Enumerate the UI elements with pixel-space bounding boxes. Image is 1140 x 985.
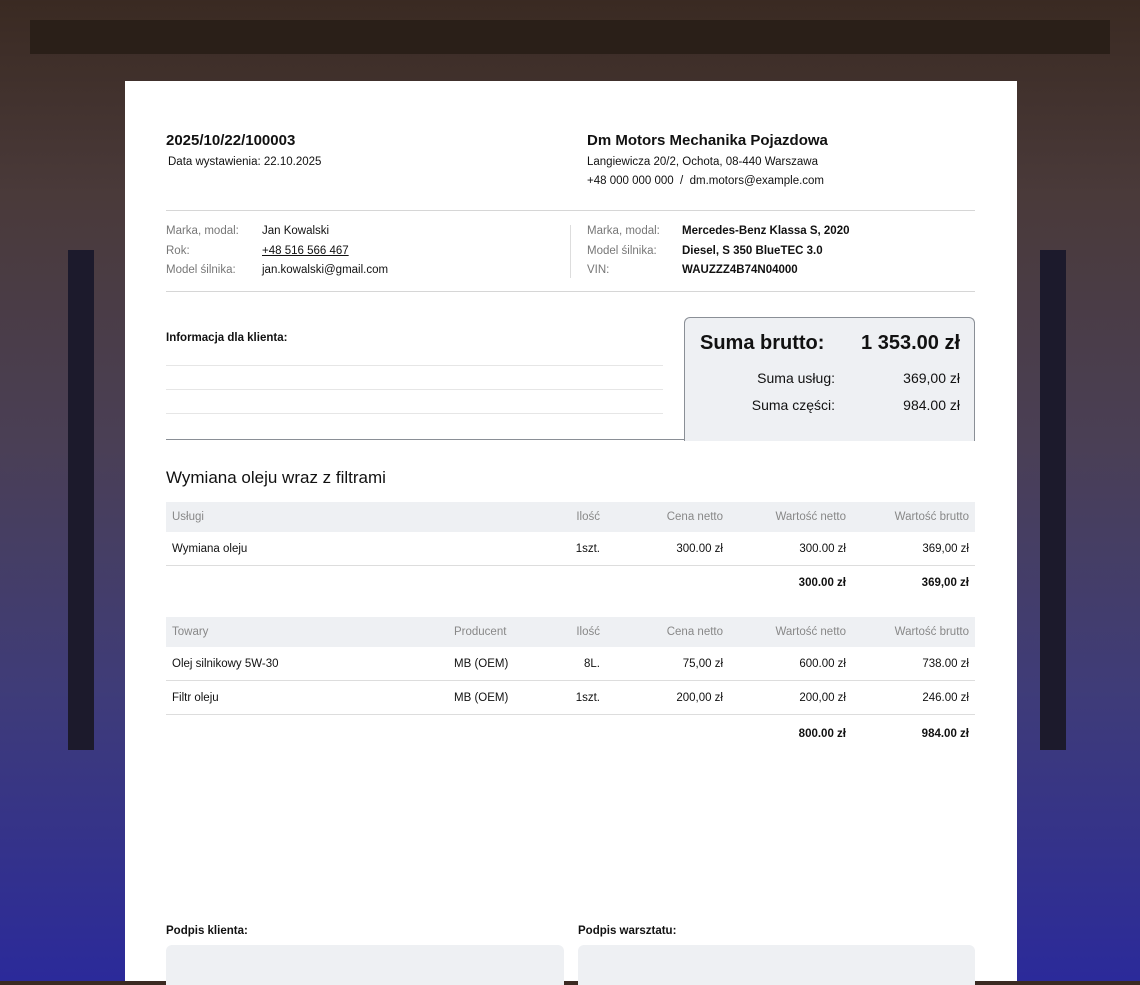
cell-unit-net: 200,00 zł [676, 691, 723, 704]
vehicle-engine: Diesel, S 350 BlueTEC 3.0 [682, 245, 823, 257]
divider [166, 210, 975, 211]
invoice-page [125, 81, 1017, 981]
section-title: Wymiana oleju wraz z filtrami [166, 468, 386, 487]
client-phone-link[interactable]: +48 516 566 467 [262, 245, 349, 257]
issue-date: Data wystawienia: 22.10.2025 [168, 156, 322, 168]
header-cell: Ilość [576, 626, 600, 638]
table-header [166, 617, 975, 647]
client-signature-label: Podpis klienta: [166, 925, 248, 937]
header-cell: Ilość [576, 511, 600, 523]
cell-gross: 369,00 zł [922, 542, 969, 555]
parts-table [166, 617, 975, 753]
gross-value: 1 353.00 zł [861, 332, 960, 354]
vehicle-label: Model śilnika: [587, 245, 657, 257]
total-net: 300.00 zł [798, 577, 846, 589]
cell-name: Filtr oleju [172, 691, 219, 704]
services-sum-value: 369,00 zł [903, 370, 960, 386]
cell-name: Wymiana oleju [172, 542, 248, 555]
divider [570, 225, 571, 278]
summary-box [684, 317, 975, 441]
cell-gross: 246.00 zł [922, 691, 969, 704]
gross-label: Suma brutto: [700, 332, 825, 354]
header-cell: Usługi [172, 511, 204, 523]
parts-sum-value: 984.00 zł [903, 397, 960, 413]
vehicle-model: Mercedes-Benz Klassa S, 2020 [682, 225, 850, 237]
background-lift [1040, 250, 1066, 750]
company-contact: +48 000 000 000 / dm.motors@example.com [587, 175, 825, 187]
total-gross: 984.00 zł [921, 728, 969, 740]
cell-net: 300.00 zł [799, 542, 846, 555]
parts-sum-label: Suma części: [751, 397, 835, 413]
background-lift [68, 250, 94, 750]
info-label: Informacja dla klienta: [166, 332, 288, 344]
header-cell: Wartość netto [775, 626, 846, 638]
company-name: Dm Motors Mechanika Pojazdowa [587, 132, 828, 149]
cell-producer: MB (OEM) [454, 691, 509, 704]
header-cell: Wartość brutto [894, 626, 969, 638]
cell-qty: 1szt. [575, 691, 600, 704]
cell-producer: MB (OEM) [454, 657, 509, 670]
cell-unit-net: 75,00 zł [682, 657, 723, 670]
client-label: Model śilnika: [166, 264, 236, 276]
table-total-row [166, 715, 975, 753]
workshop-signature-box [578, 945, 975, 985]
header-cell: Cena netto [666, 626, 723, 638]
table-row [166, 681, 975, 715]
header-cell: Towary [172, 626, 209, 638]
vehicle-label: Marka, modal: [587, 225, 660, 237]
client-name: Jan Kowalski [262, 225, 330, 237]
cell-qty: 1szt. [575, 542, 600, 555]
total-net: 800.00 zł [798, 728, 846, 740]
services-sum-label: Suma usług: [757, 370, 835, 386]
vehicle-vin: WAUZZZ4B74N04000 [682, 264, 798, 276]
client-label: Marka, modal: [166, 225, 239, 237]
cell-net: 200,00 zł [799, 691, 846, 704]
client-signature-box [166, 945, 564, 985]
invoice-number: 2025/10/22/100003 [166, 132, 296, 149]
header-cell: Producent [454, 626, 507, 638]
table-row [166, 647, 975, 681]
info-line [166, 365, 663, 366]
cell-net: 600.00 zł [799, 657, 846, 670]
table-row [166, 532, 975, 566]
client-email: jan.kowalski@gmail.com [262, 264, 389, 276]
cell-qty: 8L. [584, 657, 600, 670]
services-table [166, 502, 975, 600]
total-gross: 369,00 zł [921, 577, 969, 589]
cell-gross: 738.00 zł [922, 657, 969, 670]
info-line [166, 413, 663, 414]
cell-unit-net: 300.00 zł [676, 542, 723, 555]
header-cell: Cena netto [666, 511, 723, 523]
table-header [166, 502, 975, 532]
info-bottom-line [166, 439, 685, 440]
info-line [166, 389, 663, 390]
background-beam [30, 20, 1110, 54]
company-address: Langiewicza 20/2, Ochota, 08-440 Warszawa [587, 156, 818, 168]
workshop-signature-label: Podpis warsztatu: [578, 925, 677, 937]
vehicle-label: VIN: [587, 264, 610, 276]
cell-name: Olej silnikowy 5W-30 [172, 657, 279, 670]
table-total-row [166, 566, 975, 600]
header-cell: Wartość netto [775, 511, 846, 523]
divider [166, 291, 975, 292]
header-cell: Wartość brutto [894, 511, 969, 523]
client-label: Rok: [166, 245, 190, 257]
